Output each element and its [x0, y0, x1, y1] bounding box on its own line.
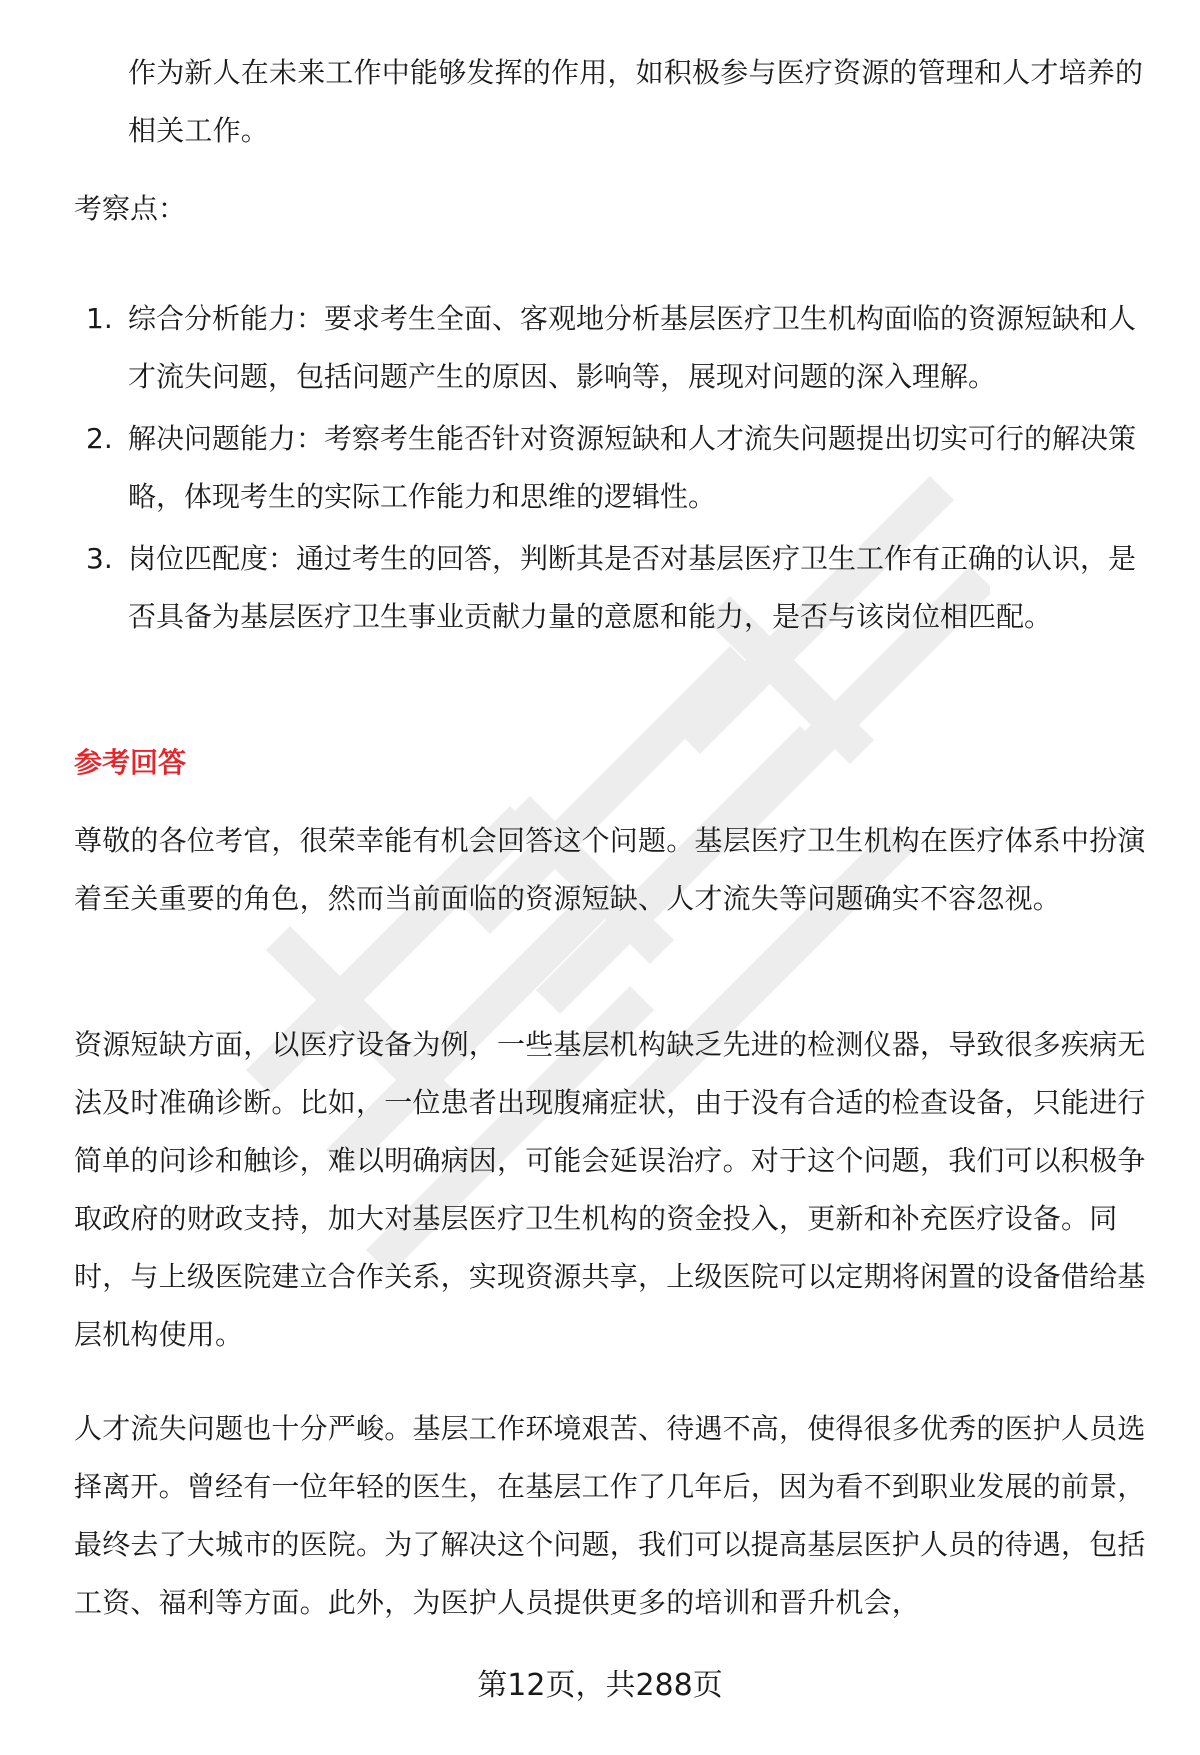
- answer-paragraph-2: 资源短缺方面，以医疗设备为例，一些基层机构缺乏先进的检测仪器，导致很多疾病无法及时准确诊断。比如，一位患者出现腹痛症状，由于没有合适的检查设备，只能进行简单的问诊和触诊，难以明确病因，可能会延误治疗。对于这个问题，我们可以积极争取政府的财政支持，加大对基层医疗卫生机构的资金投入，更新和补充医疗设备。同时，与上级医院建立合作关系，实现资源共享，上级医院可以定期将闲置的设备借给基层机构使用。: [74, 1028, 1146, 1351]
- page-footer: 第12页，共288页: [477, 1668, 723, 1703]
- intro-continuation: 作为新人在未来工作中能够发挥的作用，如积极参与医疗资源的管理和人才培养的相关工作。: [128, 56, 1144, 147]
- answer-paragraph-1: 尊敬的各位考官，很荣幸能有机会回答这个问题。基层医疗卫生机构在医疗体系中扮演着至关重要的角色，然而当前面临的资源短缺、人才流失等问题确实不容忽视。: [74, 824, 1146, 915]
- assessment-points-list: [74, 290, 1146, 650]
- list-item-number: 2.: [86, 422, 113, 455]
- list-item-text: 解决问题能力：考察考生能否针对资源短缺和人才流失问题提出切实可行的解决策略，体现考生的实际工作能力和思维的逻辑性。: [128, 422, 1137, 513]
- points-label: 考察点：: [74, 192, 187, 225]
- list-item: [74, 290, 1146, 406]
- list-item-text: 岗位匹配度：通过考生的回答，判断其是否对基层医疗卫生工作有正确的认识，是否具备为基层医疗卫生事业贡献力量的意愿和能力，是否与该岗位相匹配。: [128, 542, 1137, 633]
- list-item-text: 综合分析能力：要求考生全面、客观地分析基层医疗卫生机构面临的资源短缺和人才流失问题，包括问题产生的原因、影响等，展现对问题的深入理解。: [128, 302, 1137, 393]
- answer-paragraph-3: 人才流失问题也十分严峻。基层工作环境艰苦、待遇不高，使得很多优秀的医护人员选择离开。曾经有一位年轻的医生，在基层工作了几年后，因为看不到职业发展的前景，最终去了大城市的医院。为了解决这个问题，我们可以提高基层医护人员的待遇，包括工资、福利等方面。此外，为医护人员提供更多的培训和晋升机会，: [74, 1412, 1146, 1619]
- list-item: [74, 410, 1146, 526]
- list-item-number: 3.: [86, 542, 113, 575]
- list-item: [74, 530, 1146, 646]
- answer-heading: 参考回答: [74, 746, 187, 779]
- list-item-number: 1.: [86, 302, 113, 335]
